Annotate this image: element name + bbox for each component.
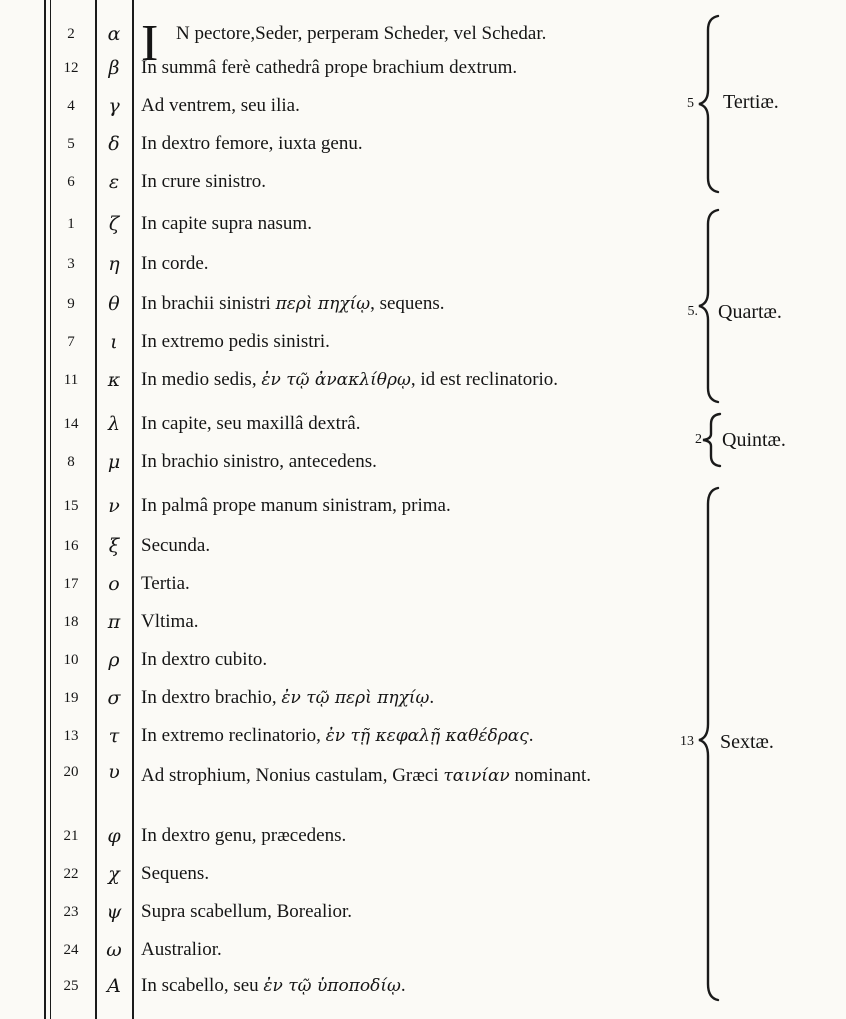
- group-label-sextae: Sextæ.: [720, 731, 774, 753]
- star-description: [141, 864, 671, 884]
- description-text: N pectore,Seder, perperam Scheder, vel Schedar.: [176, 23, 547, 44]
- star-number: 22: [63, 866, 79, 882]
- star-number: 1: [67, 216, 75, 232]
- description-text: In summâ ferè cathedrâ prope brachium dextrum.: [141, 57, 518, 78]
- star-number: 4: [67, 98, 75, 114]
- star-description: [141, 612, 671, 632]
- star-description: [176, 24, 706, 44]
- description-text: Ad ventrem, seu ilia.: [141, 95, 300, 116]
- star-letter: υ: [108, 761, 120, 783]
- star-number: 10: [63, 652, 79, 668]
- star-letter: ο: [108, 573, 120, 595]
- greek-phrase: ἐν τῷ ἀνακλίθρῳ: [261, 370, 411, 390]
- description-text: In corde.: [141, 253, 209, 274]
- star-description: [141, 762, 671, 790]
- description-text-tail: nominant.: [509, 765, 592, 786]
- star-number: 19: [63, 690, 79, 706]
- star-number: 21: [63, 828, 79, 844]
- star-description: [141, 650, 671, 670]
- star-number: 18: [63, 614, 79, 630]
- drop-cap-initial: I: [141, 15, 159, 72]
- star-description: [141, 214, 671, 234]
- star-row: [0, 370, 700, 410]
- star-row: [0, 864, 700, 904]
- description-text: Secunda.: [141, 535, 211, 556]
- star-description: [141, 574, 671, 594]
- star-row: [0, 976, 700, 1016]
- group-label-quintae: Quintæ.: [722, 429, 786, 451]
- group-count-tertiae: 5: [687, 96, 694, 111]
- star-row: [0, 414, 700, 454]
- description-text: In palmâ prope manum sinistram, prima.: [141, 495, 451, 516]
- star-row: [0, 172, 700, 212]
- star-row: [0, 536, 700, 576]
- description-text: Australior.: [141, 939, 222, 960]
- star-letter: ψ: [106, 901, 122, 923]
- star-letter: θ: [108, 293, 120, 315]
- star-number: 9: [67, 296, 75, 312]
- star-description: [141, 172, 671, 192]
- star-description: [141, 536, 671, 556]
- greek-phrase: ἐν τῷ περὶ πηχίῳ: [281, 688, 430, 708]
- description-text: In extremo pedis sinistri.: [141, 331, 330, 352]
- star-row: [0, 902, 700, 942]
- description-text: Supra scabellum, Borealior.: [141, 901, 353, 922]
- description-text: In capite supra nasum.: [141, 213, 312, 234]
- description-text: In medio sedis,: [141, 369, 257, 390]
- star-letter: π: [107, 611, 121, 633]
- star-number: 20: [63, 764, 79, 780]
- star-letter: α: [107, 23, 121, 45]
- star-letter: ω: [106, 939, 122, 961]
- description-text-tail: , id est reclinatorio.: [410, 369, 559, 390]
- star-letter: χ: [108, 863, 120, 885]
- group-label-quartae: Quartæ.: [718, 301, 782, 323]
- star-number: 11: [63, 372, 79, 388]
- star-description: [141, 688, 671, 708]
- star-row: [0, 58, 700, 98]
- star-row: [0, 294, 700, 334]
- description-text-tail: .: [429, 687, 435, 708]
- description-text: Sequens.: [141, 863, 210, 884]
- star-number: 8: [67, 454, 75, 470]
- star-row: [0, 332, 700, 372]
- description-text-tail: , sequens.: [370, 293, 445, 314]
- star-letter: ν: [108, 495, 120, 517]
- star-row: [0, 650, 700, 690]
- star-letter: ρ: [108, 649, 120, 671]
- star-row: [0, 496, 700, 536]
- star-row: [0, 574, 700, 614]
- description-text: In brachii sinistri: [141, 293, 271, 314]
- star-letter: σ: [107, 687, 121, 709]
- star-letter: τ: [108, 725, 120, 747]
- greek-phrase: ἐν τῷ ὑποποδίῳ: [263, 976, 401, 996]
- description-text: In dextro genu, præcedens.: [141, 825, 347, 846]
- star-description: [141, 370, 671, 390]
- description-text: In dextro femore, iuxta genu.: [141, 133, 363, 154]
- star-description: [141, 58, 671, 78]
- star-description: [141, 96, 671, 116]
- star-letter: κ: [107, 369, 121, 391]
- star-row: [0, 612, 700, 652]
- description-text: In dextro brachio,: [141, 687, 277, 708]
- star-row: [0, 762, 700, 802]
- star-description: [141, 940, 671, 960]
- star-number: 25: [63, 978, 79, 994]
- star-row: [0, 826, 700, 866]
- star-number: 7: [67, 334, 75, 350]
- star-description: [141, 826, 671, 846]
- star-letter: ε: [108, 171, 120, 193]
- description-text: In capite, seu maxillâ dextrâ.: [141, 413, 361, 434]
- star-number: 13: [63, 728, 79, 744]
- star-number: 2: [67, 26, 75, 42]
- group-count-quintae: 2: [695, 432, 702, 447]
- star-description: [141, 414, 671, 434]
- description-text: Ad strophium, Nonius castulam, Græci: [141, 765, 439, 786]
- star-description: [141, 726, 671, 746]
- star-description: [141, 294, 671, 314]
- greek-phrase: ἐν τῇ κεφαλῇ καθέδρας: [325, 726, 529, 746]
- star-number: 5: [67, 136, 75, 152]
- star-letter: ξ: [108, 535, 120, 557]
- star-row: [0, 688, 700, 728]
- star-letter: A: [107, 975, 121, 997]
- description-text: Tertia.: [141, 573, 190, 594]
- star-row: [0, 96, 700, 136]
- star-row: [0, 726, 700, 766]
- description-text: In brachio sinistro, antecedens.: [141, 451, 377, 472]
- star-row: [0, 254, 700, 294]
- description-text-tail: .: [528, 725, 534, 746]
- star-description: [141, 496, 671, 516]
- star-letter: ι: [110, 331, 118, 353]
- star-letter: λ: [107, 413, 121, 435]
- star-number: 17: [63, 576, 79, 592]
- star-letter: η: [108, 253, 120, 275]
- star-description: [141, 976, 671, 996]
- description-text: Vltima.: [141, 611, 199, 632]
- group-label-tertiae: Tertiæ.: [723, 91, 779, 113]
- star-number: 3: [67, 256, 75, 272]
- star-number: 16: [63, 538, 79, 554]
- star-row: [0, 940, 700, 980]
- star-letter: δ: [108, 133, 120, 155]
- description-text: In scabello, seu: [141, 975, 259, 996]
- greek-phrase: περὶ πηχίῳ: [275, 294, 371, 314]
- star-number: 24: [63, 942, 79, 958]
- star-description: [141, 452, 671, 472]
- description-text: In crure sinistro.: [141, 171, 267, 192]
- star-description: [141, 902, 671, 922]
- star-letter: ζ: [108, 213, 120, 235]
- star-description: [141, 254, 671, 274]
- star-number: 12: [63, 60, 79, 76]
- description-text: In extremo reclinatorio,: [141, 725, 321, 746]
- star-row: [0, 452, 700, 492]
- star-row: [0, 134, 700, 174]
- star-letter: μ: [107, 451, 121, 473]
- star-letter: φ: [107, 825, 121, 847]
- star-letter: β: [108, 57, 120, 79]
- group-count-quartae: 5.: [687, 304, 698, 319]
- description-text-tail: .: [400, 975, 406, 996]
- brace-tertiae: [696, 14, 726, 194]
- star-number: 15: [63, 498, 79, 514]
- star-description: [141, 332, 671, 352]
- star-number: 23: [63, 904, 79, 920]
- star-number: 14: [63, 416, 79, 432]
- star-number: 6: [67, 174, 75, 190]
- star-row: [0, 214, 700, 254]
- star-letter: γ: [108, 95, 120, 117]
- group-count-sextae: 13: [680, 734, 694, 749]
- star-description: [141, 134, 671, 154]
- description-text: In dextro cubito.: [141, 649, 268, 670]
- greek-phrase: ταινίαν: [443, 766, 510, 786]
